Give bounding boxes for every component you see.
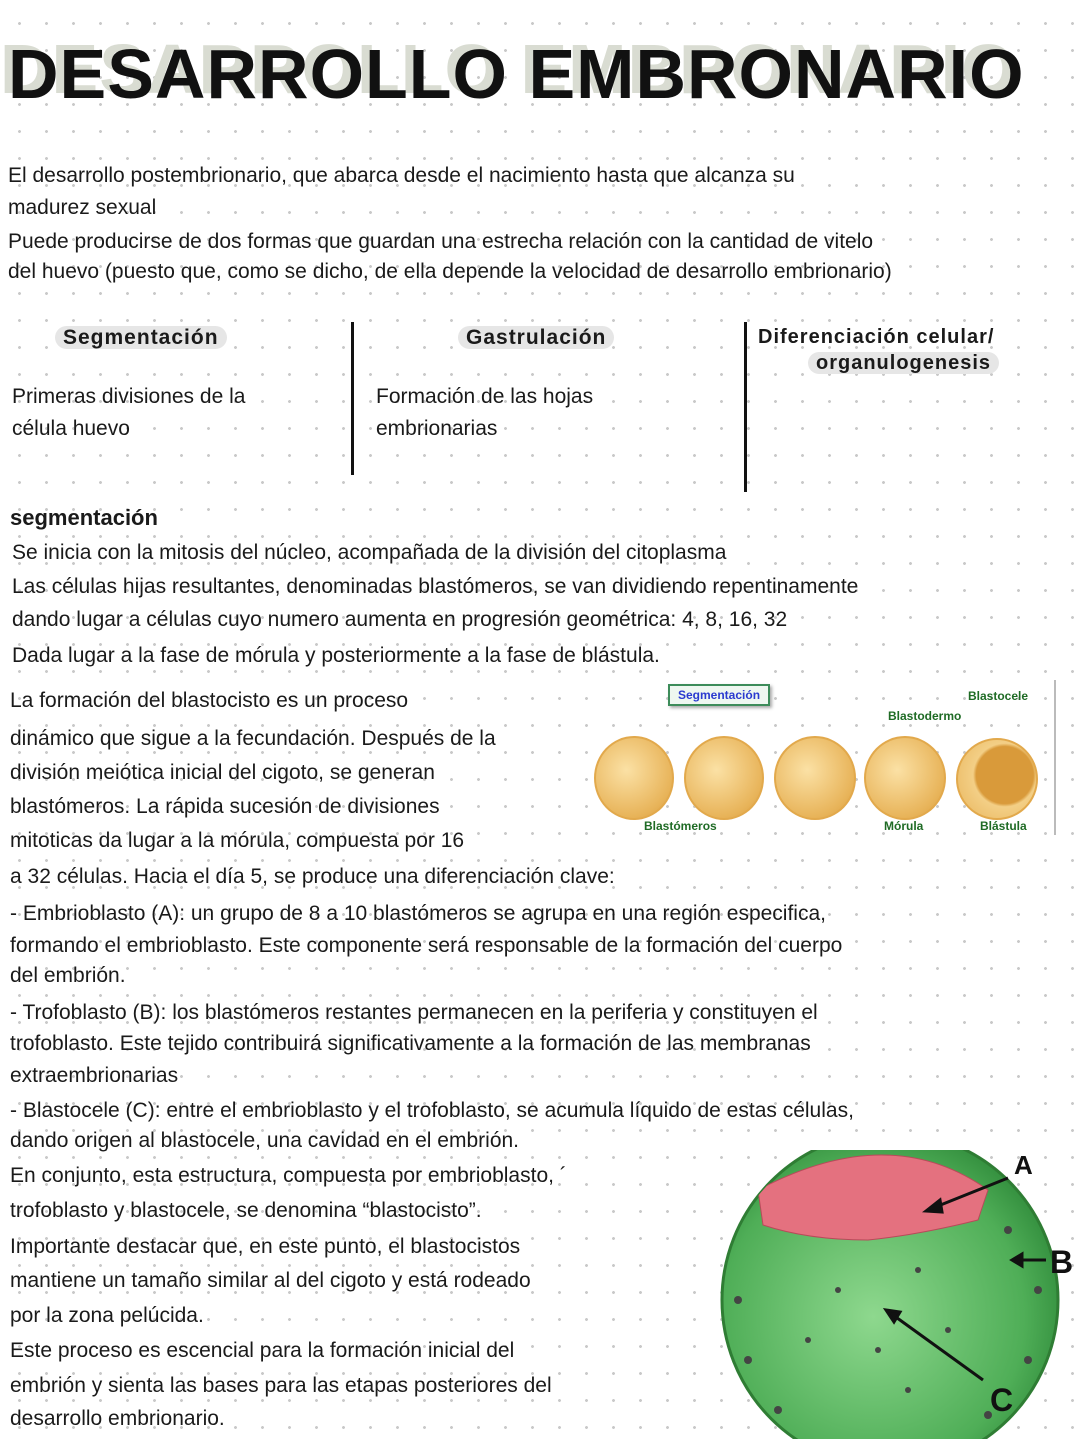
figure-border [1054,680,1056,835]
text-line: La formación del blastocisto es un proceso [10,689,409,712]
segmentation-figure [588,676,1048,841]
label-morula: Mórula [884,819,924,833]
label-blastomeros: Blastómeros [644,819,717,833]
blastula-cell [956,738,1038,820]
blastocyst-illustration [718,1150,1078,1439]
text-line: trofoblasto. Este tejido contribuirá significativamente a la formación de las membranas [10,1032,811,1055]
text-line: formando el embrioblasto. Este componente será responsable de la formación del cuerpo [10,934,843,957]
label-blastula: Blástula [980,819,1027,833]
text-line: En conjunto, esta estructura, compuesta por embrioblasto, ´ [10,1164,567,1187]
text-line: Dada lugar a la fase de mórula y posteriormente a la fase de blástula. [12,644,660,667]
text-line: Se inicia con la mitosis del núcleo, acompañada de la división del citoplasma [12,541,727,564]
section-heading: segmentación [10,505,158,530]
cell-2stage [594,736,674,820]
page-title: DESARROLLO EMBRONARIO [8,35,1025,113]
label-a: A [1014,1150,1033,1180]
label-b: B [1050,1244,1074,1280]
blastocyst-figure [718,1150,1078,1439]
column-heading-organulogenesis [808,352,999,375]
figure-title: Segmentación [668,684,770,706]
text-line: del huevo (puesto que, como se dicho, de ella depende la velocidad de desarrollo embrionario) [8,260,892,283]
heading-text: Segmentación [55,326,227,349]
text-line: trofoblasto y blastocele, se denomina “blastocisto”. [10,1199,482,1222]
text-line: dando lugar a células cuyo numero aumenta en progresión geométrica: 4, 8, 16, 32 [12,608,788,631]
text-line: desarrollo embrionario. [10,1407,225,1430]
text-line: dinámico que sigue a la fecundación. Después de la [10,727,496,750]
text-line: - Blastocele (C): entre el embrioblasto y el trofoblasto, se acumula líquido de estas células, [10,1099,854,1122]
text-line: embrión y sienta las bases para las etapas posteriores del [10,1374,552,1397]
column-heading-diferenciacion: Diferenciación celular/ [758,326,995,348]
label-blastodermo: Blastodermo [888,709,962,723]
text-line: extraembrionarias [10,1064,179,1087]
label-c: C [990,1382,1014,1418]
cell-8stage [774,736,856,820]
column-heading-gastrulacion [458,326,614,350]
text-line: por la zona pelúcida. [10,1304,204,1327]
column-text: Primeras divisiones de la [12,385,246,408]
text-line: a 32 células. Hacia el día 5, se produce una diferenciación clave: [10,865,615,888]
text-line: división meiótica inicial del cigoto, se generan [10,761,435,784]
text-line: blastómeros. La rápida sucesión de divisiones [10,795,440,818]
column-divider [744,322,747,492]
text-line: mantiene un tamaño similar al del cigoto y está rodeado [10,1269,531,1292]
column-heading-segmentacion [55,326,227,350]
text-line: - Embrioblasto (A): un grupo de 8 a 10 blastómeros se agrupa en una región especifica, [10,902,826,925]
heading-text: organulogenesis [808,352,999,374]
column-text: Formación de las hojas [376,385,594,408]
text-line: madurez sexual [8,196,157,219]
cell-4stage [684,736,764,820]
label-blastocele: Blastocele [968,689,1029,703]
morula-cell [864,736,946,820]
text-line: Este proceso es escencial para la formación inicial del [10,1339,515,1362]
text-line: dando origen al blastocele, una cavidad en el embrión. [10,1129,520,1152]
text-line: El desarrollo postembrionario, que abarca desde el nacimiento hasta que alcanza su [8,164,795,187]
text-line: Importante destacar que, en este punto, el blastocistos [10,1235,521,1258]
column-text: embrionarias [376,417,498,440]
heading-text: Gastrulación [458,326,614,349]
text-line: mitoticas da lugar a la mórula, compuesta por 16 [10,829,465,852]
text-line: Puede producirse de dos formas que guardan una estrecha relación con la cantidad de vitelo [8,230,874,253]
column-text: célula huevo [12,417,130,440]
text-line: del embrión. [10,964,126,987]
text-line: Las células hijas resultantes, denominadas blastómeros, se van dividiendo repentinamente [12,575,859,598]
column-divider [351,322,354,475]
text-line: - Trofoblasto (B): los blastómeros restantes permanecen en la periferia y constituyen el [10,1001,818,1024]
